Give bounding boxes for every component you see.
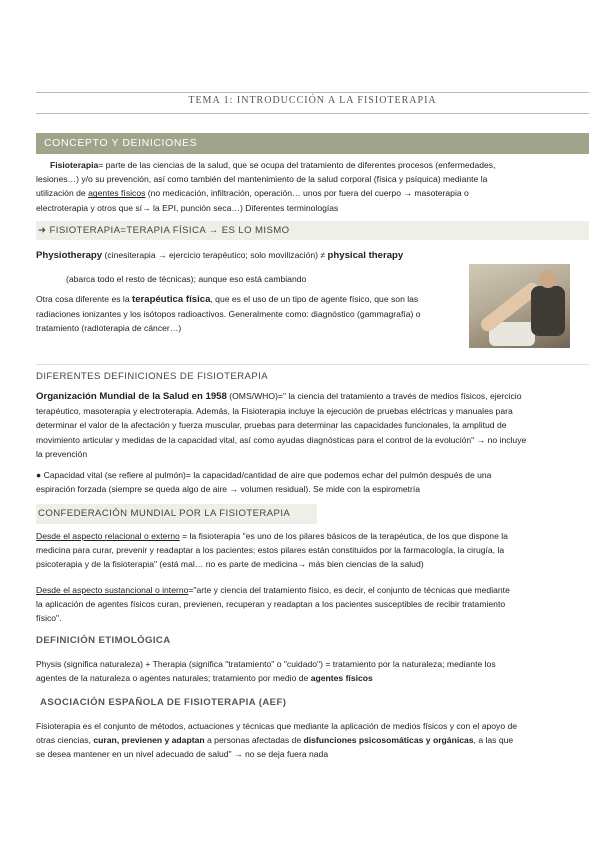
heading-confederacion: CONFEDERACIÓN MUNDIAL POR LA FISIOTERAPIA	[38, 508, 291, 519]
aspecto-relacional-paragraph: Desde el aspecto relacional o externo = la fisioterapia "es uno de los pilares básicos de la terapéutica, de los que dispone la medicina para curar, prevenir y readaptar a los pacientes; estos pilares están constituidos por la farmacología, la cirugía, la psicoterapia y de la fisioterapia" (está mal… no es parte de medicina→ más bien ciencias de la salud)	[36, 531, 508, 570]
oms-paragraph: Organización Mundial de la Salud en 1958 (OMS/WHO)=" la ciencia del tratamiento a través de medios físicos, ejercicio terapéutico, masoterapia y electroterapia. Además, la Fisioterapia incluye la ejecución de pruebas eléctricas y manuales para determinar el valor de la afectación y fuerza muscular, pruebas para determinar las capacidades funcionales, la amplitud de movimiento articular y medidas de la capacidad vital, así como ayudas diagnósticas para el control de la evolución" → no incluye la prevención	[36, 391, 527, 459]
heading-diferentes-definiciones: DIFERENTES DEFINICIONES DE FISIOTERAPIA	[36, 371, 269, 382]
definition-paragraph: Fisioterapia= parte de las ciencias de la salud, que se ocupa del tratamiento de diferentes procesos (enfermedades, lesiones…) y/o su prevención, así como también del mantenimiento de la salud corporal (física y psíquica) mediante la utilización de agentes físicos (no medicación, infiltración, operación… unos por fuera del cuerpo → masoterapia o electroterapia y otros que sí→ la EPI, punción seca…) Diferentes terminologías	[36, 160, 496, 213]
title-rule	[36, 113, 589, 114]
term-fisioterapia: Fisioterapia	[50, 160, 99, 170]
subheading-terapia-fisica: ➔ FISIOTERAPIA=TERAPIA FÍSICA → ES LO MISMO	[38, 225, 290, 236]
physiotherapy-photo	[469, 264, 570, 348]
etimologica-paragraph: Physis (significa naturaleza) + Therapia (significa "tratamiento" o "cuidado") = tratamiento por la naturaleza; mediante los agentes de la naturaleza o agentes naturales; tratamiento por medio de agentes físicos	[36, 659, 496, 684]
section-rule	[36, 364, 589, 365]
section-heading-concepto: CONCEPTO Y DEINICIONES	[44, 137, 198, 149]
capacidad-vital-bullet: ● Capacidad vital (se refiere al pulmón)= la capacidad/cantidad de aire que podemos echar del pulmón después de una espiración forzada (siempre se queda algo de aire → volumen residual). Se mide con la espirometría	[36, 470, 492, 495]
top-rule	[36, 92, 589, 93]
physiotherapy-line: Physiotherapy (cinesiterapia → ejercicio terapéutico; solo movilización) ≠ physical therapy	[36, 250, 404, 261]
aef-paragraph: Fisioterapia es el conjunto de métodos, actuaciones y técnicas que mediante la aplicación de medios físicos y con el apoyo de otras ciencias, curan, previenen y adaptan a personas afectadas de disfunciones psicosomáticas y orgánicas, a las que se desea mantener en un nivel adecuado de salud" → no se deja fuera nada	[36, 721, 518, 760]
section-heading-band	[36, 133, 589, 154]
heading-aef: ASOCIACIÓN ESPAÑOLA DE FISIOTERAPIA (AEF)	[40, 697, 287, 708]
document-title: TEMA 1: INTRODUCCIÓN A LA FISIOTERAPIA	[188, 95, 437, 106]
abarca-line: (abarca todo el resto de técnicas); aunque eso está cambiando	[66, 274, 307, 284]
agentes-fisicos-link-text: agentes físicos	[88, 188, 146, 199]
terapeutica-fisica-paragraph: Otra cosa diferente es la terapéutica física, que es el uso de un tipo de agente físico, que son las radiaciones ionizantes y los isótopos radioactivos. Generalmente como: diagnóstico (gammagrafía) o tratamiento (radioterapia de cáncer…)	[36, 294, 421, 334]
aspecto-sustancional-paragraph: Desde el aspecto sustancional o interno="arte y ciencia del tratamiento físico, es decir, el conjunto de técnicas que mediante la aplicación de agentes físicos curan, previenen, recuperan y readaptan a los pacientes susceptibles de recibir tratamiento físico".	[36, 585, 510, 624]
heading-definicion-etimologica: DEFINICIÓN ETIMOLÓGICA	[36, 635, 171, 646]
